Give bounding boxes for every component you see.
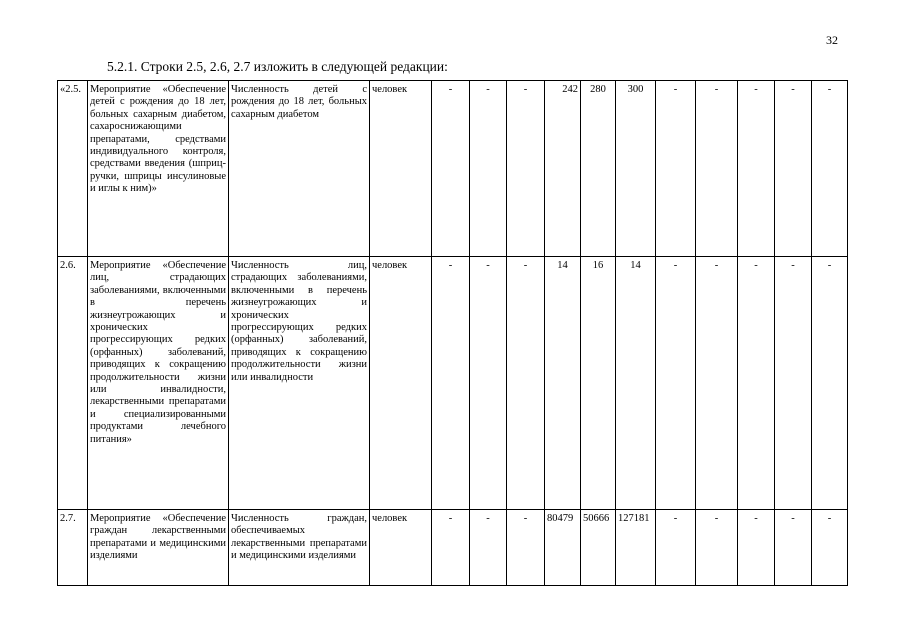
value-cell: - <box>696 510 738 586</box>
amendment-heading: 5.2.1. Строки 2.5, 2.6, 2.7 изложить в следующей редакции: <box>107 59 448 74</box>
event-cell: Мероприятие «Обеспечение лиц, страдающих заболеваниями, включенными в перечень жизнеугрожающих и хронических прогрессирующих редких (орфанных) заболеваний, приводящих к сокращению продолжительности жизни или инвалидности, лекарственными препаратами и специализированными продуктами лечебного питания» <box>88 257 229 510</box>
value-cell: - <box>470 510 507 586</box>
value-cell: - <box>432 510 470 586</box>
value-cell: - <box>507 257 545 510</box>
value-cell: 80479 <box>545 510 581 586</box>
value-cell: 300 <box>616 81 656 257</box>
page-number: 32 <box>826 33 838 47</box>
value-cell: - <box>812 257 848 510</box>
value-cell: - <box>812 510 848 586</box>
value-cell: - <box>812 81 848 257</box>
indicator-cell: Численность лиц, страдающих заболеваниями, включенными в перечень жизнеугрожающих и хронических прогрессирующих редких (орфанных) заболеваний, приводящих к сокращению продолжительности жизни или инвалидности <box>229 257 370 510</box>
value-cell: - <box>507 81 545 257</box>
value-cell: - <box>507 510 545 586</box>
value-cell: 14 <box>616 257 656 510</box>
value-cell: - <box>738 510 775 586</box>
event-cell: Мероприятие «Обеспечение граждан лекарственными препаратами и медицинскими изделиями <box>88 510 229 586</box>
indicator-cell: Численность детей с рождения до 18 лет, больных сахарным диабетом <box>229 81 370 257</box>
value-cell: - <box>432 81 470 257</box>
value-cell: 50666 <box>581 510 616 586</box>
value-cell: - <box>656 510 696 586</box>
table-row <box>58 510 848 586</box>
table-row <box>58 81 848 257</box>
value-cell: 242 <box>545 81 581 257</box>
indicator-cell: Численность граждан, обеспечиваемых лекарственными препаратами и медицинскими изделиями <box>229 510 370 586</box>
value-cell: - <box>775 510 812 586</box>
value-cell: - <box>738 81 775 257</box>
value-cell: 280 <box>581 81 616 257</box>
value-cell: - <box>775 257 812 510</box>
event-cell: Мероприятие «Обеспечение детей с рождения до 18 лет, больных сахарным диабетом, сахароснижающими препаратами, средствами индивидуального контроля, средствами введения (шприц-ручки, шприцы инсулиновые и иглы к ним)» <box>88 81 229 257</box>
table-row <box>58 257 848 510</box>
value-cell: 127181 <box>616 510 656 586</box>
value-cell: - <box>470 81 507 257</box>
value-cell: - <box>696 257 738 510</box>
row-number: 2.7. <box>58 510 88 586</box>
value-cell: 16 <box>581 257 616 510</box>
unit-cell: человек <box>370 81 432 257</box>
row-number: «2.5. <box>58 81 88 257</box>
value-cell: - <box>432 257 470 510</box>
indicators-table <box>57 80 848 586</box>
value-cell: - <box>696 81 738 257</box>
value-cell: - <box>656 257 696 510</box>
row-number: 2.6. <box>58 257 88 510</box>
value-cell: - <box>738 257 775 510</box>
unit-cell: человек <box>370 510 432 586</box>
value-cell: - <box>470 257 507 510</box>
value-cell: 14 <box>545 257 581 510</box>
unit-cell: человек <box>370 257 432 510</box>
value-cell: - <box>656 81 696 257</box>
value-cell: - <box>775 81 812 257</box>
